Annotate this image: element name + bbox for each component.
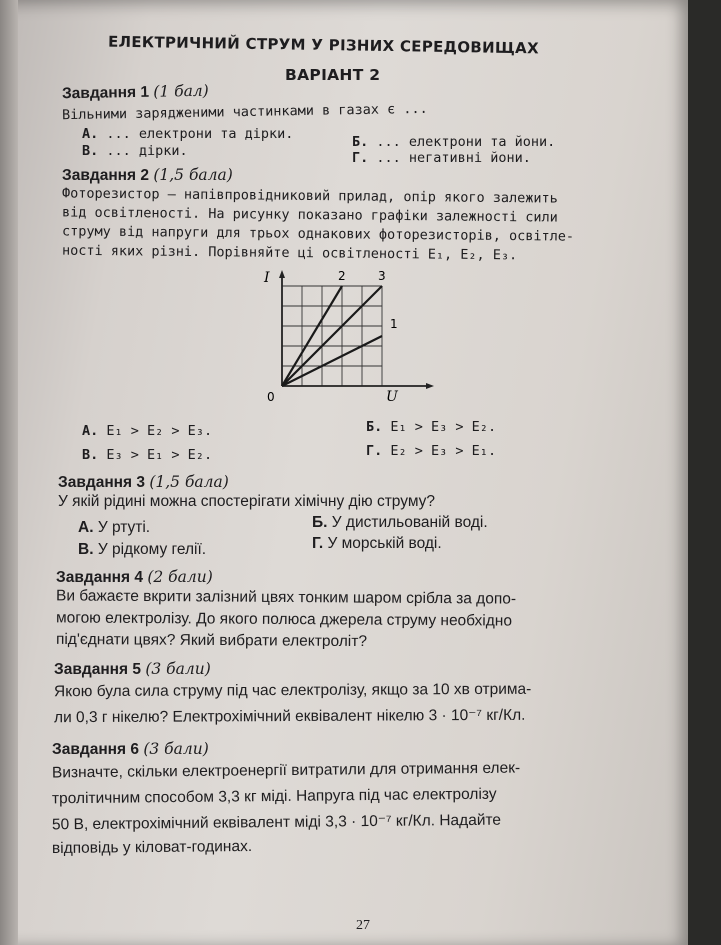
task-1-option-a: А. ... електрони та дірки. xyxy=(82,126,294,142)
variant-label: ВАРІАНТ 2 xyxy=(285,66,381,84)
task-2-line-2: від освітленості. На рисунку показано графіки залежності сили xyxy=(61,204,558,226)
task-1-option-b: Б. ... електрони та йони. xyxy=(352,134,556,150)
task-2-option-v: В. E₃ > E₁ > E₂. xyxy=(82,447,213,463)
iu-line-label-1: 1 xyxy=(390,317,398,331)
task-2-line-4: ності яких різні. Порівняйте ці освітленості E₁, E₂, E₃. xyxy=(61,242,518,264)
task-4-heading: Завдання 4 (2 бали) xyxy=(56,568,213,586)
page-fold-shadow xyxy=(0,0,18,945)
task-3-heading: Завдання 3 (1,5 бала) xyxy=(58,473,229,491)
task-2-option-b: Б. E₁ > E₃ > E₂. xyxy=(366,419,497,435)
task-2-line-3: струму від напруги для трьох однакових фоторезисторів, освітле- xyxy=(61,223,575,245)
page-title: ЕЛЕКТРИЧНИЙ СТРУМ У РІЗНИХ СЕРЕДОВИЩАХ xyxy=(107,32,540,58)
task-6-line-2: тролітичним способом 3,3 кг міді. Напруга під час електролізу xyxy=(51,785,497,808)
task-2-line-1: Фоторезистор — напівпровідниковий прилад, опір якого залежить xyxy=(61,185,558,207)
iu-line-label-3: 3 xyxy=(378,269,386,283)
u-axis-arrow xyxy=(426,383,434,389)
task-2-option-g: Г. E₂ > E₃ > E₁. xyxy=(366,443,497,459)
graph-lines xyxy=(282,269,398,386)
axis-origin-label: 0 xyxy=(267,390,275,404)
task-6-heading: Завдання 6 (3 бали) xyxy=(52,740,209,758)
i-axis-arrow xyxy=(279,270,285,278)
task-6-line-3: 50 В, електрохімічний еквівалент міді 3,3 · 10⁻⁷ кг/Кл. Надайте xyxy=(51,811,502,834)
task-3-question: У якій рідині можна спостерігати хімічну дію струму? xyxy=(58,493,436,510)
task-1-heading: Завдання 1 (1 бал) xyxy=(61,81,209,103)
current-voltage-graph xyxy=(258,268,438,408)
page-number: 27 xyxy=(356,918,370,933)
iu-line-label-2: 2 xyxy=(338,269,346,283)
task-3-option-a: А. У ртуті. xyxy=(78,519,151,536)
task-5-line-2: ли 0,3 г нікелю? Електрохімічний еквівалент нікелю 3 · 10⁻⁷ кг/Кл. xyxy=(53,706,526,727)
axis-label-i: I xyxy=(264,270,270,286)
task-2-option-a: А. E₁ > E₂ > E₃. xyxy=(82,423,213,439)
task-5-heading: Завдання 5 (3 бали) xyxy=(54,660,211,678)
task-1-option-v: В. ... дірки. xyxy=(82,143,188,159)
task-5-line-1: Якою була сила струму під час електролізу, якщо за 10 хв отрима- xyxy=(53,680,532,701)
axis-label-u: U xyxy=(386,389,398,405)
task-6-line-1: Визначте, скільки електроенергії витратили для отримання елек- xyxy=(51,759,521,782)
task-1-option-g: Г. ... негативні йони. xyxy=(352,150,531,166)
task-4-line-3: під'єднати цвях? Який вибрати електроліт? xyxy=(55,630,368,651)
task-1-question: Вільними зарядженими частинками в газах є ... xyxy=(61,100,428,124)
task-2-heading: Завдання 2 (1,5 бала) xyxy=(62,166,233,184)
task-3-option-g: Г. У морській воді. xyxy=(312,535,442,552)
task-6-line-4: відповідь у кіловат-годинах. xyxy=(51,837,253,858)
task-3-option-b: Б. У дистильованій воді. xyxy=(312,514,488,531)
task-4-line-1: Ви бажаєте вкрити залізний цвях тонким шаром срібла за допо- xyxy=(55,587,517,608)
task-4-line-2: могою електролізу. До якого полюса джерела струму необхідно xyxy=(55,609,513,630)
task-3-option-v: В. У рідкому гелії. xyxy=(78,541,207,558)
